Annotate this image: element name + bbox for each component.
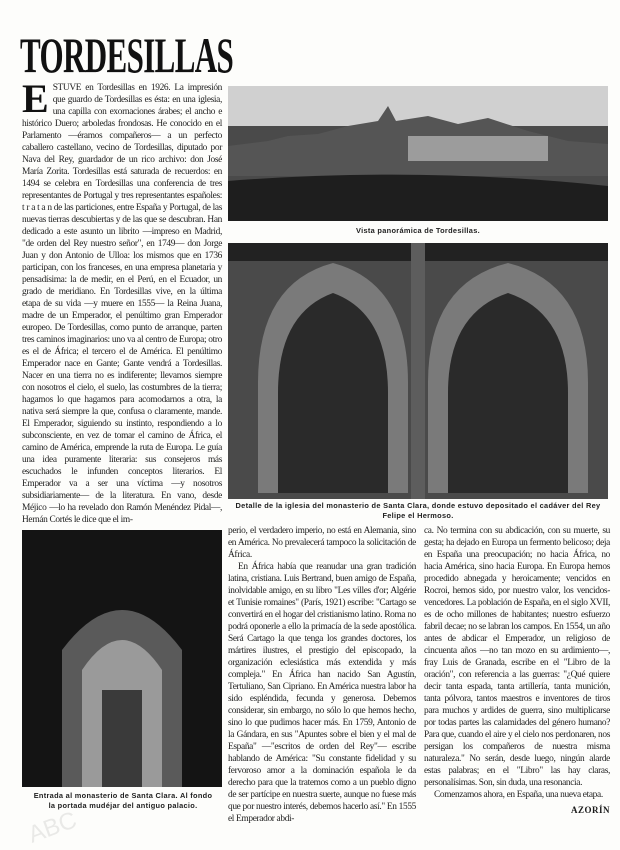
article-title: TORDESILLAS [20, 27, 234, 83]
paragraph: ca. No termina con su abdicación, con su muerte, su gesta; ha dejado en Europa un fermento belicoso; deja en España una preocupación; no hacia África, no hacia América, sino hacia Europa. En Europa hemos procedido abnegada y heroicamente; vencidos en Rocroi, hemos sido, por nuestro valor, los vencidos-vencedores. La población de España, en el siglo XVII, es de ocho millones de habitantes; nuestro esfuerzo fabril decae; no se labran los campos. En 1554, un año antes de abdicar el Emperador, un religioso de cincuenta años —no tan mozo en su ardimiento—, fray Luis de Granada, escribe en el "Libro de la oración", con referencia a las guerras: "¿Qué quiere decir tanta espada, tanta artillería, tanta munición, tanta pólvora, tantos maestros e inventores de tiros para muchos y ardides de guerra, sino multiplicarse por todas partes las calamidades del género humano? Para que, cuando el aire y el cielo nos perdonaren, nos persigan los compañeros de nuestra misma naturaleza." No serán, desde luego, ningún alarde estas palabras; en el "Libro" las hay claras, personalísimas. Son, sin duda, una resonancia. [424, 526, 610, 788]
photo-church-detail [228, 243, 608, 499]
arch-entrance [22, 530, 222, 787]
paragraph: En África había que reanudar una gran tradición latina, cristiana. Luis Bertrand, buen amigo de España, inolvidable amigo, en su libro "Les villes d'or; Algérie et Tunisie romaines" (París, 1921) escribe: "Cartago se convertirá en el hogar del cristianismo latino. Roma no podrá oponerle a ello la primacía de la sede apostólica. Será Cartago la que tenga los grandes doctores, los mártires ilustres, el prestigio del episcopado, la organización eclesiástica más extendida y más compleja." En África han nacido San Agustín, Tertuliano, San Cipriano. En América nuestra labor ha sido espléndida, fecunda y generosa. Debemos considerar, sin embargo, no sólo lo que hemos hecho, sino lo que pudimos hacer más. En 1759, Antonio de la Gándara, en sus "Apuntes sobre el bien y el mal de España" —"escritos de orden del Rey"— escribe hablando de América: "Su constante fidelidad y su fervoroso amor a la dominación española le da derecho para que la tratemos como a un pueblo digno de ser partícipe en nuestra suerte, aunque no fuese más que por nuestro interés, debemos hacerlo así." En 1555 el Emperador abdi- [228, 562, 416, 824]
photo-panorama [228, 86, 608, 221]
column-1 [22, 76, 222, 526]
gothic-arches [228, 243, 608, 499]
town-skyline [228, 86, 608, 221]
paragraph-text: STUVE en Tordesillas en 1926. La impresión que guardo de Tordesillas es ésta: en una iglesia, una capilla con exornaciones árabes; el ancho e histórico Duero; arboledas frondosas. He conocido en el Parlamento —éramos compañeros— a un perfecto caballero castellano, vecino de Tordesillas, diputado por Nava del Rey, guardador de un rico archivo: don José María Zorita. Tordesillas está saturada de recuerdos: en 1494 se celebra en Tordesillas una conferencia de tres representantes de Portugal y tres representantes españoles: t r a t a n de las particiones, entre España y Portugal, de las nuevas tierras descubiertas y de las que se descubran. Han dedicado a este asunto un librito —impreso en Madrid, "de orden del Rey nuestro señor", en 1749— don Jorge Juan y don Antonio de Ulloa: los mismos que en 1736 participan, con los franceses, en una empresa planetaria y pensadísima: la de medir, en el Perú, en el Ecuador, un grado de meridiano. En Tordesillas vive, en la última etapa de su vida —y muere en 1555— la Reina Juana, madre de un Emperador, el penúltimo gran Emperador europeo. De Tordesillas, como punto de arranque, parten tres caminos imaginarios: uno va al centro de Europa; otro es el de África; el tercero el de América. El penúltimo Emperador nace en Gante; Gante vendrá a Tordesillas. Nacer en una tierra no es indiferente; llevamos siempre con nosotros el cielo, el suelo, las costumbres de la tierra; hagamos lo que hagamos para acomodarnos a otra, la nativa será siempre la que, confusa o claramente, mande. El Emperador, siguiendo su instinto, respondiendo a lo subconsciente, en vez de tomar el camino de África, el camino de América, emprende la ruta de Europa. Le guía una idea puramente literaria: sus consejeros más escuchados le infunden conceptos literarios. El Emperador va a ser una víctima —y nosotros subsidiariamente— de la literatura. En vano, desde Méjico —lo ha revelado don Ramón Menéndez Pidal—, Hernán Cortés le dice que el im- [22, 83, 222, 525]
paragraph [22, 76, 222, 526]
caption-entrance: Entrada al monasterio de Santa Clara. Al fondo la portada mudéjar del antiguo palacio. [33, 791, 213, 810]
column-3-stack [424, 525, 610, 815]
caption-panorama: Vista panorámica de Tordesillas. [356, 226, 480, 235]
watermark: ABC [24, 806, 81, 849]
column-3 [424, 525, 610, 801]
column-2-stack [228, 525, 416, 825]
column-2 [228, 525, 416, 825]
paragraph: Comenzamos ahora, en España, una nueva etapa. [434, 790, 603, 800]
caption-church-detail: Detalle de la iglesia del monasterio de Santa Clara, donde estuvo depositado el cadáver del Rey Felipe el Hermoso. [235, 501, 601, 520]
author-signature: AZORÍN [570, 805, 610, 815]
left-stack [22, 76, 222, 849]
photo-entrance [22, 530, 222, 787]
paragraph: perio, el verdadero imperio, no está en Alemania, sino en América. No prevalecerá tampoco la solicitación de África. [228, 526, 416, 560]
drop-cap: E [22, 76, 49, 121]
